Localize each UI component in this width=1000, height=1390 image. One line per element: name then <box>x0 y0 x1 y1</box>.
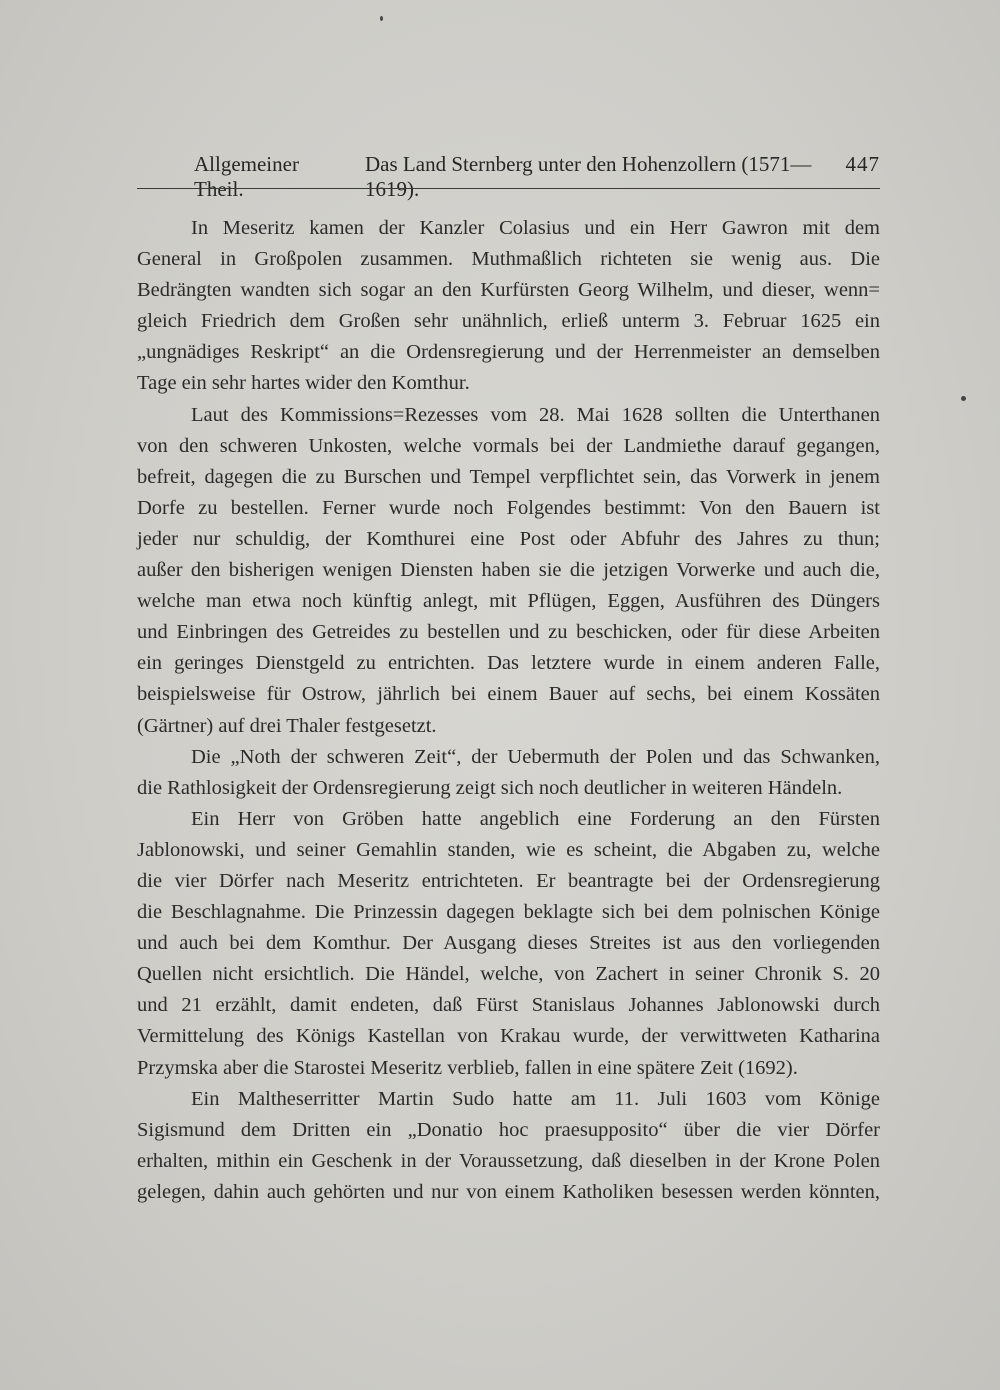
text-line: gelegen, dahin auch gehörten und nur von einem Katholiken besessen werden könnten, <box>137 1180 880 1203</box>
text-line: beispielsweise für Ostrow, jährlich bei einem Bauer auf sechs, bei einem Kossäten <box>137 683 880 706</box>
text-line: In Meseritz kamen der Kanzler Colasius und ein Herr Gawron mit dem <box>191 217 880 239</box>
text-line: ein geringes Dienstgeld zu entrichten. Das letztere wurde in einem anderen Falle, <box>137 652 880 675</box>
text-line: Dorfe zu bestellen. Ferner wurde noch Folgendes bestimmt: Von den Bauern ist <box>137 496 880 519</box>
running-header <box>194 152 880 202</box>
text-line: Ein Herr von Gröben hatte angeblich eine Forderung an den Fürsten <box>191 807 880 830</box>
ink-speck <box>380 16 383 21</box>
text-line: erhalten, mithin ein Geschenk in der Voraussetzung, daß dieselben in der Krone Polen <box>137 1149 880 1172</box>
text-line: Tage ein sehr hartes wider den Komthur. <box>137 372 470 395</box>
text-line: und auch bei dem Komthur. Der Ausgang dieses Streites ist aus den vorliegenden <box>137 932 880 955</box>
text-line: (Gärtner) auf drei Thaler festgesetzt. <box>137 714 437 737</box>
text-line: Die „Noth der schweren Zeit“, der Uebermuth der Polen und das Schwanken, <box>191 745 880 768</box>
header-rule <box>137 188 880 189</box>
body-text <box>137 213 880 1208</box>
header-section: Allgemeiner Theil. <box>194 152 299 201</box>
text-line: befreit, dagegen die zu Burschen und Tempel verpflichtet sein, das Vorwerk in jenem <box>137 465 880 488</box>
text-line: Quellen nicht ersichtlich. Die Händel, welche, von Zachert in seiner Chronik S. 20 <box>137 963 880 986</box>
text-line: die vier Dörfer nach Meseritz entrichteten. Er beantragte bei der Ordensregierung <box>137 869 880 892</box>
text-line: die Rathlosigkeit der Ordensregierung zeigt sich noch deutlicher in weiteren Händeln. <box>137 776 843 799</box>
text-line: Ein Maltheserritter Martin Sudo hatte am 11. Juli 1603 vom Könige <box>191 1087 880 1110</box>
text-line: Bedrängten wandten sich sogar an den Kurfürsten Georg Wilhelm, und dieser, wenn= <box>137 279 880 302</box>
text-line: jeder nur schuldig, der Komthurei eine Post oder Abfuhr des Jahres zu thun; <box>137 527 880 550</box>
text-line: Jablonowski, und seiner Gemahlin standen, wie es scheint, die Abgaben zu, welche <box>137 838 880 861</box>
text-line: Vermittelung des Königs Kastellan von Krakau wurde, der verwittweten Katharina <box>137 1025 880 1048</box>
ink-speck <box>961 396 966 401</box>
text-line: General in Großpolen zusammen. Muthmaßlich richteten sie wenig aus. Die <box>137 248 880 271</box>
text-line: Laut des Kommissions=Rezesses vom 28. Mai 1628 sollten die Unterthanen <box>191 403 880 426</box>
text-line: und 21 erzählt, damit endeten, daß Fürst Stanislaus Johannes Jablonowski durch <box>137 994 880 1017</box>
text-line: Sigismund dem Dritten ein „Donatio hoc praesupposito“ über die vier Dörfer <box>137 1118 880 1141</box>
text-line: und Einbringen des Getreides zu bestellen und zu beschicken, oder für diese Arbeiten <box>137 621 880 644</box>
text-line: gleich Friedrich dem Großen sehr unähnlich, erließ unterm 3. Februar 1625 ein <box>137 310 880 333</box>
text-line: die Beschlagnahme. Die Prinzessin dagegen beklagte sich bei dem polnischen Könige <box>137 901 880 924</box>
text-line: welche man etwa noch künftig anlegt, mit Pflügen, Eggen, Ausführen des Düngers <box>137 590 880 613</box>
header-title: Das Land Sternberg unter den Hohenzollern (1571—1619). <box>365 152 812 201</box>
text-line: von den schweren Unkosten, welche vormals bei der Landmiethe darauf gegangen, <box>137 434 880 457</box>
text-line: Przymska aber die Starostei Meseritz verblieb, fallen in eine spätere Zeit (1692). <box>137 1056 798 1079</box>
text-line: „ungnädiges Reskript“ an die Ordensregierung und der Herrenmeister an demselben <box>137 341 880 364</box>
page-number: 447 <box>845 152 880 176</box>
text-line: außer den bisherigen wenigen Diensten haben sie die jetzigen Vorwerke und auch die, <box>137 559 880 582</box>
